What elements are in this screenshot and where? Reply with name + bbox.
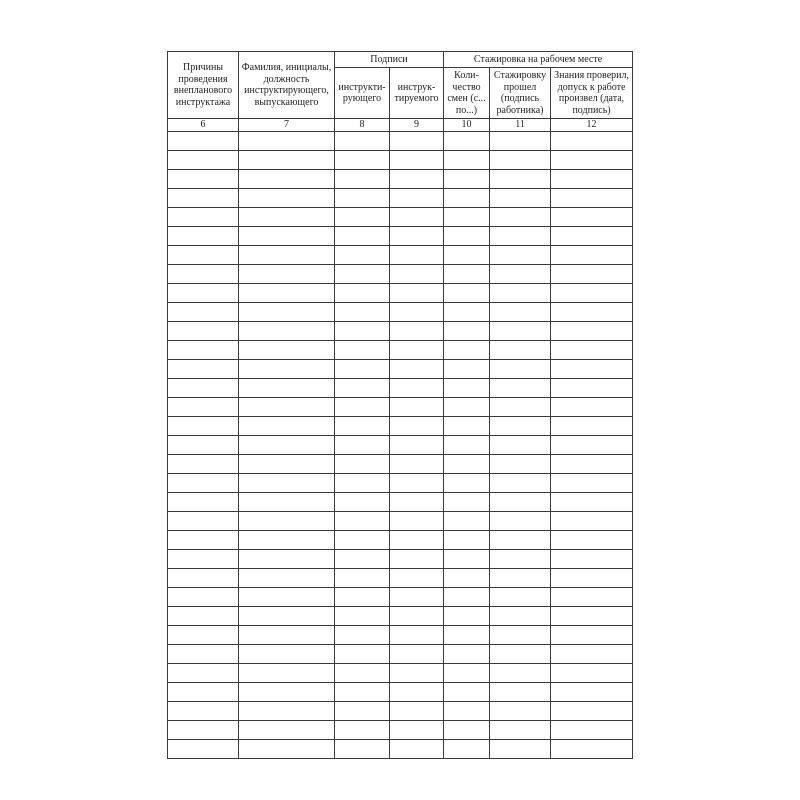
empty-cell	[551, 188, 633, 207]
empty-cell	[551, 416, 633, 435]
empty-cell	[335, 739, 390, 758]
empty-cell	[444, 435, 490, 454]
empty-cell	[444, 568, 490, 587]
empty-cell	[551, 150, 633, 169]
table-row	[168, 473, 633, 492]
empty-cell	[490, 568, 551, 587]
empty-cell	[168, 511, 239, 530]
empty-cell	[390, 397, 444, 416]
header-internship-passed: Стажировку прошел (подпись работника)	[490, 68, 551, 119]
empty-cell	[444, 150, 490, 169]
empty-cell	[390, 663, 444, 682]
table-row	[168, 131, 633, 150]
empty-cell	[444, 131, 490, 150]
empty-cell	[239, 150, 335, 169]
header-internship-group: Стажировка на рабочем месте	[444, 52, 633, 68]
empty-cell	[444, 739, 490, 758]
empty-cell	[444, 416, 490, 435]
empty-cell	[390, 701, 444, 720]
column-number: 6	[168, 119, 239, 132]
empty-cell	[239, 663, 335, 682]
empty-cell	[239, 739, 335, 758]
empty-cell	[168, 207, 239, 226]
empty-cell	[390, 150, 444, 169]
empty-cell	[168, 720, 239, 739]
empty-cell	[444, 302, 490, 321]
empty-cell	[335, 530, 390, 549]
empty-cell	[335, 473, 390, 492]
empty-cell	[444, 625, 490, 644]
empty-cell	[239, 530, 335, 549]
table-row	[168, 606, 633, 625]
empty-cell	[490, 245, 551, 264]
empty-cell	[168, 606, 239, 625]
empty-cell	[335, 606, 390, 625]
table-row	[168, 454, 633, 473]
empty-cell	[444, 207, 490, 226]
empty-cell	[490, 682, 551, 701]
empty-cell	[490, 416, 551, 435]
empty-cell	[390, 739, 444, 758]
table-row	[168, 568, 633, 587]
empty-cell	[335, 511, 390, 530]
table-row	[168, 549, 633, 568]
empty-cell	[239, 321, 335, 340]
empty-cell	[168, 302, 239, 321]
empty-cell	[335, 321, 390, 340]
empty-cell	[390, 169, 444, 188]
empty-cell	[551, 378, 633, 397]
empty-cell	[390, 131, 444, 150]
empty-cell	[239, 359, 335, 378]
empty-cell	[551, 682, 633, 701]
table-row	[168, 207, 633, 226]
empty-cell	[335, 378, 390, 397]
empty-cell	[335, 416, 390, 435]
empty-cell	[168, 435, 239, 454]
empty-cell	[239, 188, 335, 207]
empty-cell	[490, 739, 551, 758]
empty-cell	[551, 245, 633, 264]
empty-cell	[551, 663, 633, 682]
column-number: 7	[239, 119, 335, 132]
empty-cell	[490, 321, 551, 340]
column-number: 10	[444, 119, 490, 132]
empty-cell	[168, 625, 239, 644]
empty-cell	[390, 511, 444, 530]
empty-cell	[551, 530, 633, 549]
empty-cell	[168, 264, 239, 283]
table-row	[168, 492, 633, 511]
empty-cell	[168, 492, 239, 511]
empty-cell	[390, 625, 444, 644]
empty-cell	[239, 473, 335, 492]
column-number: 11	[490, 119, 551, 132]
header-instructor-name: Фамилия, инициалы, должность инструктирующего, выпускающего	[239, 52, 335, 119]
empty-cell	[335, 435, 390, 454]
empty-cell	[390, 492, 444, 511]
empty-cell	[168, 587, 239, 606]
empty-cell	[168, 169, 239, 188]
empty-cell	[239, 131, 335, 150]
empty-cell	[551, 549, 633, 568]
empty-cell	[335, 587, 390, 606]
empty-cell	[335, 169, 390, 188]
empty-cell	[444, 492, 490, 511]
empty-cell	[335, 701, 390, 720]
table-row	[168, 435, 633, 454]
empty-cell	[444, 226, 490, 245]
empty-cell	[390, 283, 444, 302]
empty-cell	[390, 720, 444, 739]
empty-cell	[444, 701, 490, 720]
empty-cell	[390, 359, 444, 378]
empty-cell	[490, 188, 551, 207]
empty-cell	[390, 207, 444, 226]
empty-cell	[390, 473, 444, 492]
header-shift-count: Коли-чество смен (с... по...)	[444, 68, 490, 119]
empty-cell	[335, 150, 390, 169]
empty-cell	[239, 511, 335, 530]
empty-cell	[168, 321, 239, 340]
empty-cell	[444, 245, 490, 264]
empty-cell	[239, 549, 335, 568]
empty-cell	[168, 416, 239, 435]
empty-cell	[444, 606, 490, 625]
briefing-journal-table	[167, 51, 633, 759]
empty-cell	[390, 340, 444, 359]
empty-cell	[444, 454, 490, 473]
empty-cell	[444, 473, 490, 492]
empty-cell	[551, 473, 633, 492]
empty-cell	[239, 625, 335, 644]
table-row	[168, 150, 633, 169]
table-row	[168, 226, 633, 245]
empty-cell	[390, 416, 444, 435]
empty-cell	[444, 378, 490, 397]
empty-cell	[239, 340, 335, 359]
empty-cell	[490, 169, 551, 188]
table-row	[168, 739, 633, 758]
empty-cell	[335, 492, 390, 511]
table-row	[168, 264, 633, 283]
empty-cell	[551, 739, 633, 758]
empty-cell	[168, 663, 239, 682]
empty-cell	[239, 606, 335, 625]
empty-cell	[490, 720, 551, 739]
column-number: 8	[335, 119, 390, 132]
header-knowledge-checked: Знания проверил, допуск к работе произвел (дата, подпись)	[551, 68, 633, 119]
empty-cell	[168, 378, 239, 397]
empty-cell	[335, 549, 390, 568]
journal-body	[168, 131, 633, 758]
empty-cell	[335, 454, 390, 473]
empty-cell	[444, 682, 490, 701]
empty-cell	[490, 264, 551, 283]
empty-cell	[239, 283, 335, 302]
empty-cell	[390, 454, 444, 473]
empty-cell	[168, 359, 239, 378]
table-row	[168, 511, 633, 530]
empty-cell	[335, 397, 390, 416]
empty-cell	[335, 264, 390, 283]
empty-cell	[168, 530, 239, 549]
empty-cell	[551, 169, 633, 188]
empty-cell	[490, 530, 551, 549]
table-row	[168, 302, 633, 321]
empty-cell	[551, 644, 633, 663]
empty-cell	[490, 435, 551, 454]
empty-cell	[444, 397, 490, 416]
table-row	[168, 720, 633, 739]
empty-cell	[551, 226, 633, 245]
empty-cell	[490, 701, 551, 720]
empty-cell	[490, 302, 551, 321]
empty-cell	[239, 587, 335, 606]
empty-cell	[551, 720, 633, 739]
empty-cell	[335, 682, 390, 701]
empty-cell	[335, 188, 390, 207]
empty-cell	[168, 226, 239, 245]
table-row	[168, 701, 633, 720]
empty-cell	[239, 264, 335, 283]
empty-cell	[444, 720, 490, 739]
empty-cell	[551, 435, 633, 454]
empty-cell	[551, 492, 633, 511]
table-row	[168, 340, 633, 359]
empty-cell	[335, 663, 390, 682]
empty-cell	[239, 454, 335, 473]
table-row	[168, 625, 633, 644]
table-row	[168, 188, 633, 207]
empty-cell	[551, 302, 633, 321]
empty-cell	[490, 587, 551, 606]
empty-cell	[168, 701, 239, 720]
empty-cell	[390, 226, 444, 245]
empty-cell	[168, 150, 239, 169]
empty-cell	[239, 397, 335, 416]
empty-cell	[390, 549, 444, 568]
empty-cell	[390, 302, 444, 321]
empty-cell	[390, 435, 444, 454]
empty-cell	[390, 378, 444, 397]
empty-cell	[551, 359, 633, 378]
empty-cell	[490, 644, 551, 663]
table-row	[168, 359, 633, 378]
empty-cell	[490, 454, 551, 473]
journal-page	[167, 51, 632, 749]
empty-cell	[390, 188, 444, 207]
empty-cell	[168, 188, 239, 207]
empty-cell	[551, 701, 633, 720]
table-row	[168, 283, 633, 302]
table-row	[168, 321, 633, 340]
table-row	[168, 397, 633, 416]
empty-cell	[335, 568, 390, 587]
empty-cell	[239, 492, 335, 511]
empty-cell	[239, 169, 335, 188]
empty-cell	[551, 454, 633, 473]
empty-cell	[490, 397, 551, 416]
empty-cell	[390, 587, 444, 606]
table-row	[168, 530, 633, 549]
empty-cell	[551, 207, 633, 226]
empty-cell	[444, 169, 490, 188]
empty-cell	[239, 701, 335, 720]
table-row	[168, 682, 633, 701]
empty-cell	[168, 397, 239, 416]
empty-cell	[490, 150, 551, 169]
empty-cell	[335, 207, 390, 226]
empty-cell	[551, 340, 633, 359]
empty-cell	[490, 340, 551, 359]
empty-cell	[551, 264, 633, 283]
empty-cell	[490, 473, 551, 492]
empty-cell	[490, 663, 551, 682]
empty-cell	[444, 340, 490, 359]
empty-cell	[239, 720, 335, 739]
empty-cell	[239, 207, 335, 226]
empty-cell	[239, 644, 335, 663]
table-row	[168, 644, 633, 663]
empty-cell	[335, 226, 390, 245]
empty-cell	[168, 245, 239, 264]
empty-cell	[239, 302, 335, 321]
table-row	[168, 169, 633, 188]
empty-cell	[390, 321, 444, 340]
empty-cell	[239, 682, 335, 701]
empty-cell	[390, 264, 444, 283]
empty-cell	[239, 435, 335, 454]
empty-cell	[390, 644, 444, 663]
empty-cell	[239, 245, 335, 264]
header-signature-instructed: инструк-тируемого	[390, 68, 444, 119]
empty-cell	[444, 549, 490, 568]
empty-cell	[239, 378, 335, 397]
empty-cell	[444, 283, 490, 302]
empty-cell	[490, 549, 551, 568]
table-row	[168, 416, 633, 435]
empty-cell	[444, 644, 490, 663]
empty-cell	[168, 644, 239, 663]
empty-cell	[490, 511, 551, 530]
empty-cell	[551, 397, 633, 416]
empty-cell	[490, 283, 551, 302]
empty-cell	[490, 378, 551, 397]
empty-cell	[444, 511, 490, 530]
empty-cell	[168, 340, 239, 359]
column-number: 9	[390, 119, 444, 132]
empty-cell	[444, 264, 490, 283]
empty-cell	[390, 568, 444, 587]
empty-cell	[239, 568, 335, 587]
empty-cell	[551, 283, 633, 302]
table-row	[168, 587, 633, 606]
empty-cell	[551, 625, 633, 644]
table-row	[168, 378, 633, 397]
empty-cell	[168, 568, 239, 587]
empty-cell	[551, 568, 633, 587]
empty-cell	[490, 492, 551, 511]
empty-cell	[390, 245, 444, 264]
table-row	[168, 663, 633, 682]
table-row	[168, 245, 633, 264]
empty-cell	[490, 606, 551, 625]
empty-cell	[390, 606, 444, 625]
empty-cell	[390, 682, 444, 701]
empty-cell	[168, 682, 239, 701]
empty-cell	[551, 606, 633, 625]
empty-cell	[444, 321, 490, 340]
empty-cell	[551, 131, 633, 150]
empty-cell	[490, 131, 551, 150]
empty-cell	[490, 226, 551, 245]
column-number: 12	[551, 119, 633, 132]
empty-cell	[551, 587, 633, 606]
empty-cell	[444, 530, 490, 549]
empty-cell	[444, 359, 490, 378]
empty-cell	[168, 283, 239, 302]
empty-cell	[168, 131, 239, 150]
empty-cell	[490, 207, 551, 226]
header-signatures-group: Подписи	[335, 52, 444, 68]
empty-cell	[335, 625, 390, 644]
empty-cell	[335, 644, 390, 663]
empty-cell	[390, 530, 444, 549]
empty-cell	[551, 321, 633, 340]
empty-cell	[239, 226, 335, 245]
empty-cell	[168, 454, 239, 473]
empty-cell	[335, 302, 390, 321]
empty-cell	[335, 359, 390, 378]
empty-cell	[335, 283, 390, 302]
header-signature-instructor: инструкти-рующего	[335, 68, 390, 119]
empty-cell	[335, 340, 390, 359]
empty-cell	[490, 359, 551, 378]
empty-cell	[168, 473, 239, 492]
empty-cell	[239, 416, 335, 435]
empty-cell	[490, 625, 551, 644]
header-reason: Причины проведения внепланового инструктажа	[168, 52, 239, 119]
empty-cell	[335, 720, 390, 739]
empty-cell	[168, 549, 239, 568]
empty-cell	[444, 188, 490, 207]
empty-cell	[335, 131, 390, 150]
empty-cell	[168, 739, 239, 758]
empty-cell	[551, 511, 633, 530]
empty-cell	[335, 245, 390, 264]
empty-cell	[444, 663, 490, 682]
empty-cell	[444, 587, 490, 606]
